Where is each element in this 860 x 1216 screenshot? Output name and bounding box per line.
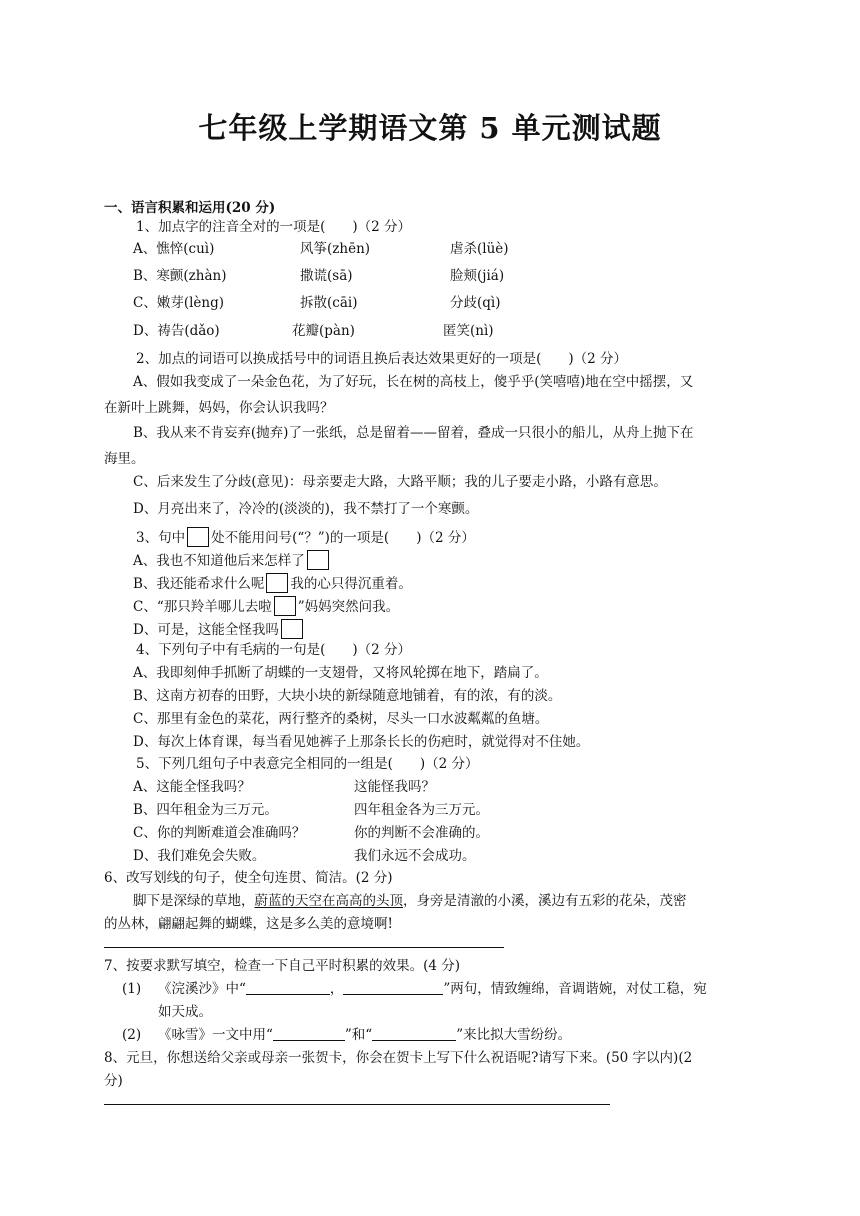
q5-option-c-1: C、你的判断难道会准确吗？ (133, 825, 306, 841)
option-d-1: D、祷告(dǎo) (133, 323, 220, 339)
answer-box (281, 619, 303, 639)
q3-option-c (133, 596, 399, 616)
q2-option-a-line1: A、假如我变成了一朵金色花，为了好玩，长在树的高枝上，傻乎乎(笑嘻嘻)地在空中摇摆，又 (133, 374, 694, 390)
q3-stem-pre: 3、句中 (136, 530, 186, 546)
q2-option-d: D、月亮出来了，冷冷的(淡淡的)，我不禁打了一个寒颤。 (133, 501, 479, 517)
q5-option-b-2: 四年租金各为三万元。 (354, 802, 489, 818)
q6-passage-post: ，身旁是清澈的小溪，溪边有五彩的花朵，茂密 (403, 893, 687, 909)
q5-option-c-2: 你的判断不会准确的。 (354, 825, 489, 841)
q5-option-b-1: B、四年租金为三万元。 (133, 802, 278, 818)
q5-option-d-2: 我们永远不会成功。 (354, 848, 476, 864)
option-c-2: 拆散(cāi) (300, 295, 358, 311)
q5-option-d-1: D、我们难免会失败。 (133, 848, 266, 864)
q7-sub2-number: (2) (122, 1027, 142, 1043)
answer-box (307, 550, 329, 570)
answer-box (274, 596, 296, 616)
q5-option-a-1: A、这能全怪我吗？ (133, 779, 251, 795)
question-8-line1: 8、元旦，你想送给父亲或母亲一张贺卡，你会在贺卡上写下什么祝语呢?请写下来。(50 字以内)(2 (104, 1050, 693, 1066)
q7-sub1-mid: ， (329, 981, 344, 997)
q3-option-d (133, 619, 305, 639)
option-a-3: 虐杀(lüè) (450, 241, 509, 257)
option-c-1: C、嫩芽(lèng) (133, 295, 225, 311)
question-6-stem: 6、改写划线的句子，使全句连贯、简洁。(2 分) (104, 870, 393, 886)
q3-option-b (133, 573, 412, 593)
option-a-2: 风筝(zhēn) (300, 241, 371, 257)
option-d-2: 花瓣(pàn) (292, 323, 355, 339)
q4-option-b: B、这南方初春的田野，大块小块的新绿随意地铺着，有的浓，有的淡。 (133, 688, 562, 704)
q2-option-c: C、后来发生了分歧(意见)：母亲要走大路，大路平顺；我的儿子要走小路，小路有意思。 (133, 474, 667, 490)
q7-sub1-post: ”两句，情致缠绵，音调谐婉，对仗工稳，宛 (443, 981, 707, 997)
question-5-stem: 5、下列几组句子中表意完全相同的一组是( )（2 分） (136, 756, 479, 772)
q7-sub2 (158, 1026, 571, 1044)
q3-option-c-pre: C、“那只羚羊哪儿去啦 (133, 599, 272, 615)
q7-sub1-continuation: 如天成。 (158, 1004, 212, 1020)
q3-option-c-post: ”妈妈突然问我。 (297, 599, 400, 615)
question-4-stem: 4、下列句子中有毛病的一句是( )（2 分） (136, 642, 412, 658)
q7-sub2-post: ”来比拟大雪纷纷。 (456, 1027, 572, 1043)
q7-sub1-pre: 《浣溪沙》中“ (158, 981, 246, 997)
q4-option-d: D、每次上体育课，每当看见她裤子上那条长长的伤疤时，就觉得对不住她。 (133, 734, 590, 750)
question-1-stem: 1、加点字的注音全对的一项是( )（2 分） (136, 219, 412, 235)
q3-option-b-post: 我的心只得沉重着。 (290, 576, 412, 592)
q7-sub2-mid: ”和“ (344, 1027, 373, 1043)
answer-box (266, 573, 288, 593)
question-7-stem: 7、按要求默写填空，检查一下自己平时积累的效果。(4 分) (104, 958, 461, 974)
fill-blank[interactable] (273, 1026, 345, 1041)
option-a-1: A、憔悴(cuì) (133, 241, 215, 257)
section-heading: 一、语言积累和运用(20 分) (104, 200, 276, 216)
question-2-stem: 2、加点的词语可以换成括号中的词语且换后表达效果更好的一项是( )（2 分） (136, 351, 628, 367)
q4-option-c: C、那里有金色的菜花，两行整齐的桑树，尽头一口水波粼粼的鱼塘。 (133, 711, 549, 727)
option-b-3: 脸颊(jiá) (450, 268, 505, 284)
fill-blank[interactable] (343, 980, 443, 995)
q2-option-a-line2: 在新叶上跳舞，妈妈，你会认识我吗？ (104, 400, 334, 416)
answer-line (104, 1104, 610, 1105)
q7-sub2-pre: 《咏雪》一文中用“ (158, 1027, 273, 1043)
q3-option-d-text: D、可是，这能全怪我吗 (133, 622, 279, 638)
answer-box (187, 527, 209, 547)
q2-option-b-line2: 海里。 (104, 451, 145, 467)
fill-blank[interactable] (246, 980, 330, 995)
fill-blank[interactable] (372, 1026, 456, 1041)
question-3-stem (136, 527, 475, 547)
option-c-3: 分歧(qì) (450, 295, 501, 311)
q6-passage-line2: 的丛林，翩翩起舞的蝴蝶，这是多么美的意境啊! (104, 916, 393, 932)
q6-passage-pre: 脚下是深绿的草地， (133, 893, 255, 909)
q7-sub1-number: (1) (122, 981, 142, 997)
question-8-line2: 分) (104, 1073, 123, 1089)
option-b-2: 撒谎(sā) (300, 268, 353, 284)
q3-option-a (133, 550, 331, 570)
q3-option-b-pre: B、我还能希求什么呢 (133, 576, 265, 592)
q6-underlined-sentence: 蔚蓝的天空在高高的头顶 (254, 893, 403, 909)
q2-option-b-line1: B、我从来不肯妄弃(抛弃)了一张纸，总是留着——留着，叠成一只很小的船儿，从舟上抛下在 (133, 425, 694, 441)
option-d-3: 匿笑(nì) (443, 323, 494, 339)
q6-passage-line1 (133, 892, 687, 910)
answer-line (104, 947, 504, 948)
option-b-1: B、寒颤(zhàn) (133, 268, 227, 284)
page-title: 七年级上学期语文第 5 单元测试题 (198, 111, 662, 145)
q3-stem-post: 处不能用问号(“？”)的一项是( )（2 分） (211, 530, 475, 546)
q7-sub1 (158, 980, 707, 998)
q3-option-a-text: A、我也不知道他后来怎样了 (133, 553, 305, 569)
q4-option-a: A、我即刻伸手抓断了胡蝶的一支翅骨，又将风轮掷在地下，踏扁了。 (133, 665, 548, 681)
q5-option-a-2: 这能怪我吗？ (354, 779, 435, 795)
